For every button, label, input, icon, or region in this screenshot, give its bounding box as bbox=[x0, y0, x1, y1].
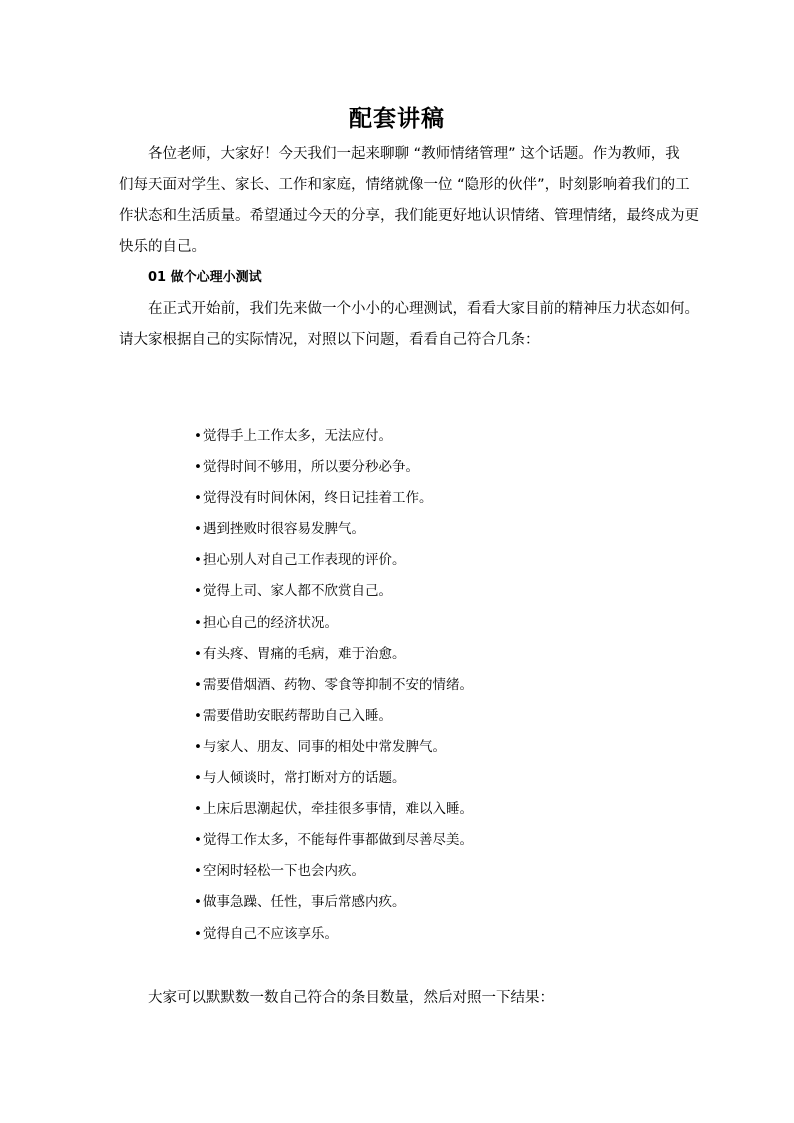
list-item-text: 空闲时轻松一下也会内疚。 bbox=[203, 863, 365, 880]
section-paragraph bbox=[119, 294, 699, 356]
bullet-icon: • bbox=[194, 428, 202, 444]
list-item bbox=[194, 514, 473, 545]
list-item bbox=[194, 545, 473, 576]
list-item-text: 与家人、朋友、同事的相处中常发脾气。 bbox=[203, 738, 446, 755]
list-item bbox=[194, 452, 473, 483]
page-title: 配套讲稿 bbox=[349, 106, 445, 132]
list-item bbox=[194, 576, 473, 607]
list-item-text: 与人倾谈时，常打断对方的话题。 bbox=[203, 770, 406, 787]
list-item bbox=[194, 794, 473, 825]
bullet-icon: • bbox=[194, 707, 202, 724]
list-item bbox=[194, 919, 473, 950]
intro-line: 各位老师，大家好！今天我们一起来聊聊 “教师情绪管理” 这个话题。作为教师，我 bbox=[148, 146, 680, 162]
bullet-icon: • bbox=[194, 521, 202, 538]
intro-line: 作状态和生活质量。希望通过今天的分享，我们能更好地认识情绪、管理情绪，最终成为更 bbox=[119, 208, 699, 224]
list-item bbox=[194, 421, 473, 452]
closing-paragraph: 大家可以默默数一数自己符合的条目数量，然后对照一下结果： bbox=[148, 990, 554, 1006]
intro-line: 快乐的自己。 bbox=[119, 239, 206, 255]
list-item-text: 觉得没有时间休闲，终日记挂着工作。 bbox=[203, 490, 433, 507]
list-item-text: 做事急躁、任性，事后常感内疚。 bbox=[203, 894, 406, 911]
list-item bbox=[194, 701, 473, 732]
list-item bbox=[194, 825, 473, 856]
list-item-text: 有头疼、胃痛的毛病，难于治愈。 bbox=[203, 645, 406, 662]
checklist bbox=[194, 421, 473, 950]
list-item-text: 觉得自己不应该享乐。 bbox=[203, 925, 338, 942]
list-item bbox=[194, 856, 473, 887]
bullet-icon: • bbox=[194, 676, 202, 693]
list-item bbox=[194, 887, 473, 918]
list-item bbox=[194, 763, 473, 794]
bullet-icon: • bbox=[194, 863, 202, 880]
bullet-icon: • bbox=[194, 614, 202, 631]
bullet-icon: • bbox=[194, 459, 202, 476]
list-item-text: 上床后思潮起伏，牵挂很多事情，难以入睡。 bbox=[203, 801, 473, 818]
bullet-icon: • bbox=[194, 552, 202, 569]
section-heading: 01 做个心理小测试 bbox=[148, 270, 262, 285]
list-item bbox=[194, 732, 473, 763]
bullet-icon: • bbox=[194, 770, 202, 787]
list-item-text: 遇到挫败时很容易发脾气。 bbox=[203, 521, 365, 538]
bullet-icon: • bbox=[194, 801, 202, 818]
list-item-text: 觉得工作太多，不能每件事都做到尽善尽美。 bbox=[203, 832, 473, 849]
section-line: 请大家根据自己的实际情况，对照以下问题，看看自己符合几条： bbox=[119, 332, 540, 348]
list-item-text: 需要借助安眠药帮助自己入睡。 bbox=[203, 707, 392, 724]
bullet-icon: • bbox=[194, 832, 202, 849]
intro-paragraph bbox=[119, 139, 699, 263]
list-item-text: 担心自己的经济状况。 bbox=[203, 614, 338, 631]
list-item-text: 觉得手上工作太多，无法应付。 bbox=[203, 428, 392, 444]
intro-line: 们每天面对学生、家长、工作和家庭，情绪就像一位 “隐形的伙伴”，时刻影响着我们的工 bbox=[119, 177, 690, 193]
bullet-icon: • bbox=[194, 738, 202, 755]
list-item-text: 担心别人对自己工作表现的评价。 bbox=[203, 552, 406, 569]
list-item bbox=[194, 608, 473, 639]
bullet-icon: • bbox=[194, 894, 202, 911]
bullet-icon: • bbox=[194, 583, 202, 600]
list-item bbox=[194, 639, 473, 670]
section-line: 在正式开始前，我们先来做一个小小的心理测试，看看大家目前的精神压力状态如何。 bbox=[148, 301, 699, 317]
bullet-icon: • bbox=[194, 490, 202, 507]
list-item bbox=[194, 670, 473, 701]
list-item bbox=[194, 483, 473, 514]
bullet-icon: • bbox=[194, 925, 202, 942]
list-item-text: 觉得上司、家人都不欣赏自己。 bbox=[203, 583, 392, 600]
bullet-icon: • bbox=[194, 645, 202, 662]
list-item-text: 需要借烟酒、药物、零食等抑制不安的情绪。 bbox=[203, 676, 473, 693]
list-item-text: 觉得时间不够用，所以要分秒必争。 bbox=[203, 459, 419, 476]
